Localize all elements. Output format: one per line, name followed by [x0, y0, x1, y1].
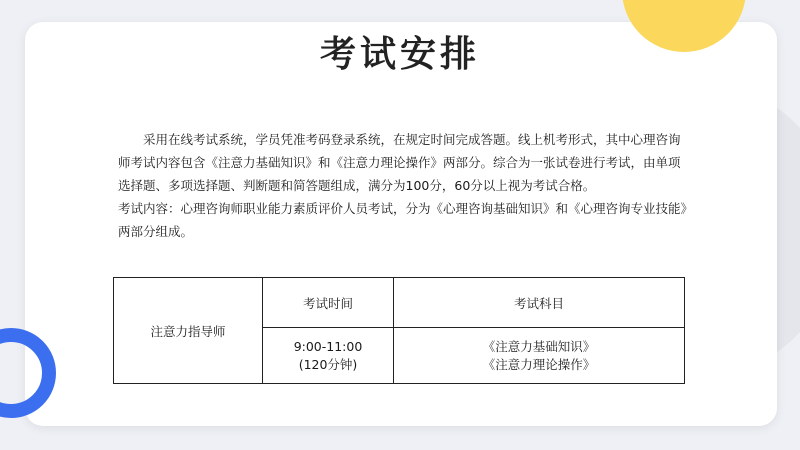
duration-value: (120分钟)	[298, 356, 358, 372]
page-title: 考试安排	[319, 34, 480, 75]
col-header-subject: 考试科目	[394, 278, 685, 328]
subject-cell	[394, 328, 685, 384]
paragraph-exam-format: 采用在线考试系统，学员凭准考码登录系统，在规定时间完成答题。线上机考形式，其中心理咨询师考试内容包含《注意力基础知识》和《注意力理论操作》两部分。综合为一张试卷进行考试，由单项选择题、多项选择题、判断题和简答题组成，满分为100分，60分以上视为考试合格。	[118, 132, 681, 193]
body-text	[118, 128, 690, 243]
table-row	[114, 278, 685, 328]
paragraph-exam-content: 考试内容：心理咨询师职业能力素质评价人员考试，分为《心理咨询基础知识》和《心理咨询专业技能》两部分组成。	[118, 201, 687, 239]
row-header-cell: 注意力指导师	[114, 278, 263, 384]
subject-1: 《注意力基础知识》	[482, 338, 596, 354]
exam-schedule-table	[113, 277, 685, 384]
time-cell	[263, 328, 394, 384]
col-header-time: 考试时间	[263, 278, 394, 328]
time-value: 9:00-11:00	[293, 338, 363, 354]
subject-2: 《注意力理论操作》	[482, 356, 596, 372]
